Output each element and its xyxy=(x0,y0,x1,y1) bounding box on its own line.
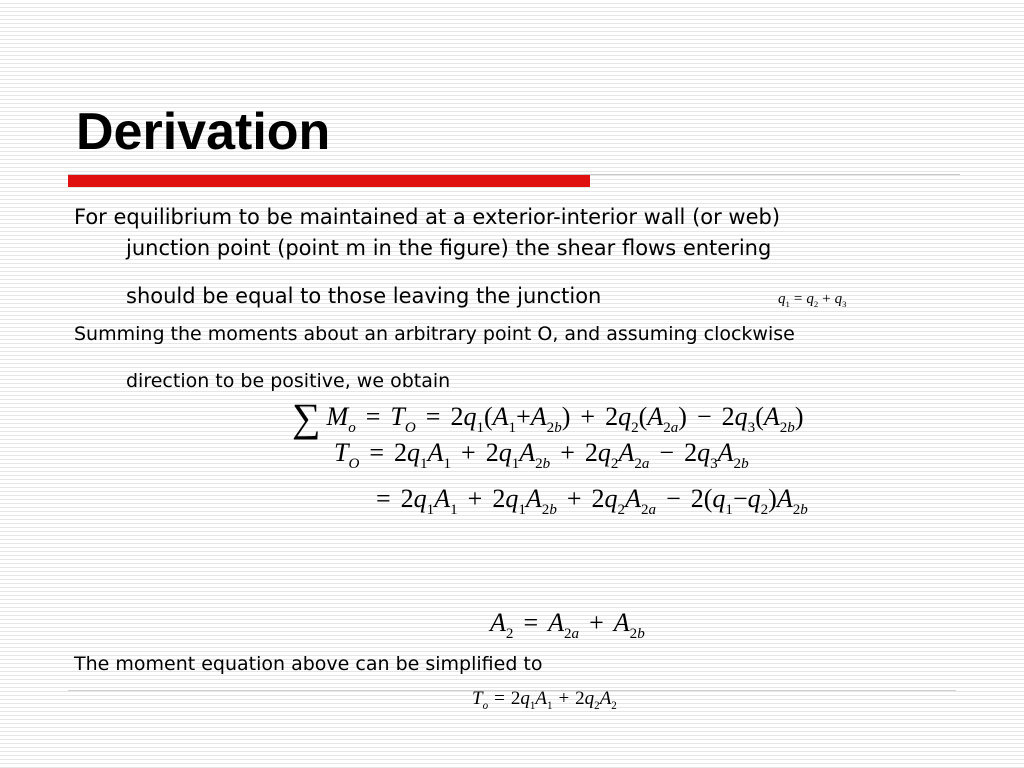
paragraph-1-line-1: For equilibrium to be maintained at a exterior-interior wall (or web) xyxy=(74,205,781,229)
shear-flow-balance-equation: $q_1 = q_2 + q_3$ xyxy=(778,291,847,309)
paragraph-2-line-1: Summing the moments about an arbitrary point O, and assuming clockwise xyxy=(74,323,795,345)
area-relation-equation: $A_2 = A_{2a} + A_{2b}$ xyxy=(490,608,645,642)
torque-simplified-equation: $T_o = 2q_1A_1 + 2q_2A_2$ xyxy=(472,688,617,712)
slide-title: Derivation xyxy=(76,103,331,161)
paragraph-3: The moment equation above can be simplified to xyxy=(74,653,543,675)
paragraph-1-line-2: junction point (point m in the figure) the shear flows entering xyxy=(126,236,772,260)
paragraph-1-line-3: should be equal to those leaving the junction xyxy=(126,284,602,308)
paragraph-2-line-2: direction to be positive, we obtain xyxy=(126,370,451,392)
torque-substituted-equation: = $2q_1A_1 + 2q_1A_{2b} + 2q_2A_{2a} - 2(q_1-q_2)A_{2b}$ xyxy=(376,484,808,518)
moment-sum-equation: ∑ $M_o = T_O = 2q_1(A_1+A_{2b}) + 2q_2(A_{2a}) - 2q_3(A_{2b})$ xyxy=(292,395,804,440)
title-accent-bar xyxy=(68,175,590,187)
torque-expanded-equation: $T_O = 2q_1A_1 + 2q_1A_{2b} + 2q_2A_{2a} - 2q_3A_{2b}$ xyxy=(334,438,749,472)
